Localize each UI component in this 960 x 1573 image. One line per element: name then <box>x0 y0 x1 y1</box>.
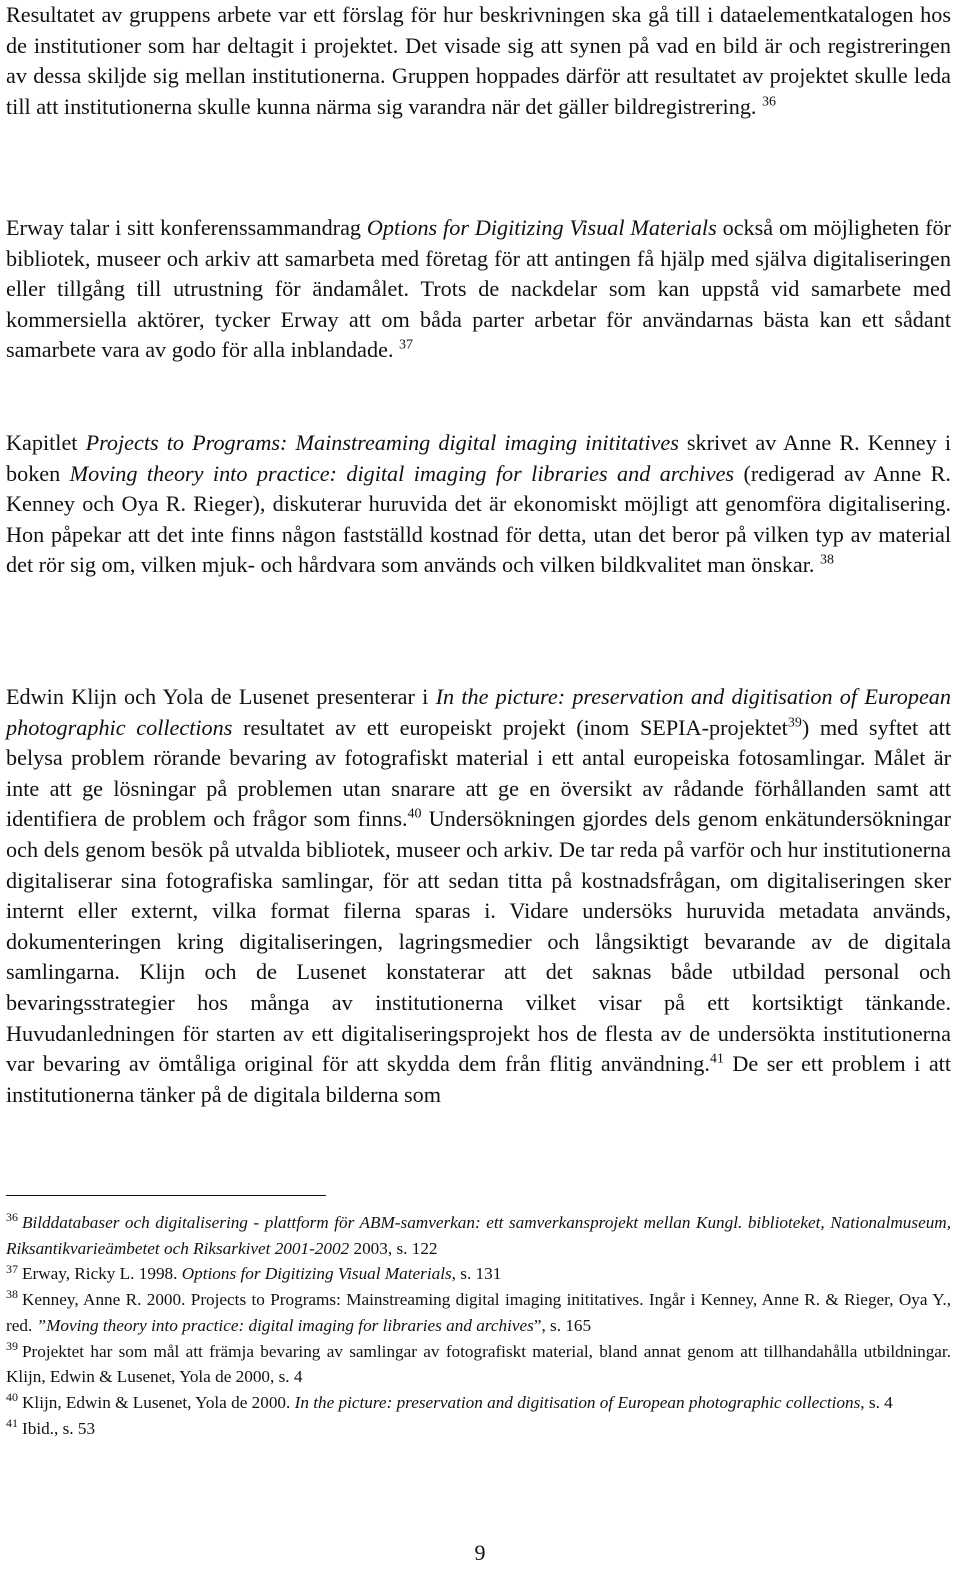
paragraph-4 <box>6 682 951 1110</box>
footnote-ref-37[interactable]: 37 <box>399 337 414 353</box>
footnote-ref-38[interactable]: 38 <box>819 552 834 568</box>
footnote-41-text: Ibid., s. 53 <box>22 1418 96 1438</box>
footnote-ref-40[interactable]: 40 <box>407 806 422 822</box>
paragraph-4-text-a: Edwin Klijn och Yola de Lusenet presenterar i <box>6 684 436 709</box>
footnote-number: 40 <box>6 1390 18 1405</box>
paragraph-4-text-c: ) med syftet att belysa problem rörande bevaring av fotografiskt material i ett antal europeiska fotosamlingar. Målet är inte att ge lösningar på problemen utan snarare att ge en översikt av rådande förhållanden samt att identifiera de problem och frågor som finns. <box>6 714 951 832</box>
footnote-37 <box>6 1261 951 1287</box>
footnote-36 <box>6 1210 951 1261</box>
paragraph-2-text-b: också om möjligheten för bibliotek, museer och arkiv att samarbeta med företag för att antingen få hjälp med själva digitaliseringen eller tillgång till utrustning för ändamålet. Trots de nackdelar som kan uppstå vid samarbete med kommersiella aktörer, tycker Erway att om båda parter arbetar för användarnas bästa kan ett sådant samarbete vara av godo för alla inblandade. <box>6 215 951 363</box>
footnote-number: 39 <box>6 1338 18 1353</box>
paragraph-4-title: In the picture: preservation and digitisation of European photographic collections <box>6 684 951 740</box>
paragraph-3-text-b: skrivet av Anne R. Kenney i boken <box>6 430 951 486</box>
footnote-36-title: Bilddatabaser och digitalisering - plattform för ABM-samverkan: ett samverkansprojekt mellan Kungl. biblioteket, Nationalmuseum, Riksantikvarieämbetet och Riksarkivet 2001-2002 <box>6 1213 951 1258</box>
footnote-40 <box>6 1390 951 1416</box>
paragraph-1-text: Resultatet av gruppens arbete var ett förslag för hur beskrivningen ska gå till i dataelementkatalogen hos de institutioner som har deltagit i projektet. Det visade sig att synen på vad en bild är och registreringen av dessa skiljde sig mellan institutionerna. Gruppen hoppades därför att resultatet av projektet skulle leda till att institutionerna skulle kunna närma sig varandra när det gäller bildregistrering. <box>6 2 951 119</box>
footnote-36-rest: 2003, s. 122 <box>349 1238 438 1258</box>
footnote-37-author: Erway, Ricky L. 1998. <box>22 1264 182 1284</box>
footnote-39 <box>6 1339 951 1390</box>
footnote-38 <box>6 1287 951 1338</box>
paragraph-2-text-a: Erway talar i sitt konferenssammandrag <box>6 215 367 240</box>
paragraph-3-text-a: Kapitlet <box>6 430 86 455</box>
footnote-number: 36 <box>6 1210 18 1225</box>
footnote-ref-41[interactable]: 41 <box>709 1051 724 1067</box>
paragraph-4-text-d: Undersökningen gjordes dels genom enkätundersökningar och dels genom besök på utvalda bibliotek, museer och arkiv. De tar reda på varför och hur institutionerna digitaliserar sina fotografiska samlingar, för att sedan titta på kostnadsfrågan, om digitaliseringen sker internt eller externt, vilka format filerna sparas i. Vidare undersöks huruvida metadata används, dokumenteringen kring digitaliseringen, lagringsmedier och långsiktigt bevarande av de digitala samlingarna. Klijn och de Lusenet konstaterar att det saknas både utbildad personal och bevaringsstrategier hos många av institutionerna vilket visar på ett kortsiktigt tänkande. Huvudanledningen för starten av ett digitaliseringsprojekt hos de flesta av de undersökta institutionerna var bevaring av ömtåliga original för att skydda dem från flitig användning. <box>6 806 952 1077</box>
footnote-41 <box>6 1416 951 1442</box>
footnote-38-text: Kenney, Anne R. 2000. Projects to Programs: Mainstreaming digital imaging inititatives. Ingår i Kenney, Anne R. & Rieger, Oya Y., red. <box>6 1290 951 1335</box>
paragraph-1 <box>6 0 951 122</box>
footnote-40-author: Klijn, Edwin & Lusenet, Yola de 2000. <box>22 1392 295 1412</box>
paragraph-3 <box>6 428 951 581</box>
footnote-ref-36[interactable]: 36 <box>762 94 777 110</box>
paragraph-3-book-title: Moving theory into practice: digital imaging for libraries and archives <box>69 460 735 486</box>
paragraph-3-chapter-title: Projects to Programs: Mainstreaming digital imaging inititatives <box>85 430 679 455</box>
footnote-divider <box>6 1195 326 1196</box>
footnote-40-title: In the picture: preservation and digitisation of European photographic collections <box>294 1392 861 1412</box>
footnote-39-text: Projektet har som mål att främja bevaring av samlingar av fotografiskt material, bland annat genom att tillhandahålla utbildningar. Klijn, Edwin & Lusenet, Yola de 2000, s. 4 <box>6 1341 951 1387</box>
paragraph-2-title: Options for Digitizing Visual Materials <box>366 215 717 240</box>
footnote-number: 41 <box>6 1415 18 1430</box>
paragraph-4-text-b: resultatet av ett europeiskt projekt (inom SEPIA-projektet <box>232 714 788 740</box>
footnote-number: 37 <box>6 1261 18 1276</box>
paragraph-4-text-e: De ser ett problem i att institutionerna tänker på de digitala bilderna som <box>6 1051 951 1107</box>
footnote-38-title: ”Moving theory into practice: digital imaging for libraries and archives <box>36 1315 534 1335</box>
footnote-40-rest: , s. 4 <box>860 1392 893 1412</box>
footnote-37-title: Options for Digitizing Visual Materials <box>181 1264 452 1284</box>
paragraph-2 <box>6 213 951 366</box>
page-number: 9 <box>474 1540 486 1565</box>
footnote-37-rest: , s. 131 <box>451 1264 502 1284</box>
footnotes <box>6 1210 951 1441</box>
paragraph-3-text-c: (redigerad av Anne R. Kenney och Oya R. Rieger), diskuterar huruvida det är ekonomiskt möjligt att genomföra digitalisering. Hon påpekar att det inte finns någon fastställd kostnad för detta, utan det beror på vilken typ av material det rör sig om, vilken mjuk- och hårdvara som används och vilken bildkvalitet man önskar. <box>6 460 951 578</box>
footnote-38-rest: ”, s. 165 <box>533 1315 592 1335</box>
footnote-ref-39[interactable]: 39 <box>787 715 802 731</box>
footnote-number: 38 <box>6 1287 18 1302</box>
